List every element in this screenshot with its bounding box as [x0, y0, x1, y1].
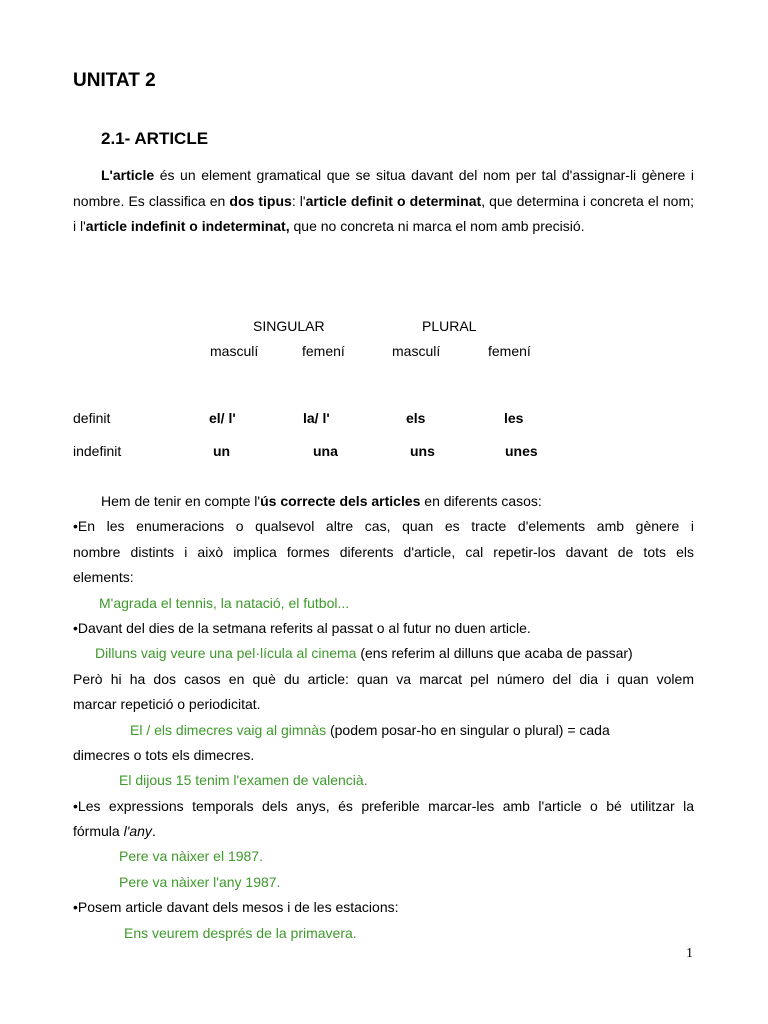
intro-term-dos-tipus: dos tipus — [229, 192, 292, 209]
table-cell: una — [313, 443, 338, 459]
page-number: 1 — [686, 946, 693, 961]
bullet-months-seasons: •Posem article davant dels mesos i de les estacions: — [73, 899, 399, 916]
bullet-years-cont: fórmula l'any. — [73, 823, 156, 840]
table-cell: el/ l' — [209, 410, 236, 426]
table-row-label: indefinit — [73, 443, 122, 459]
unit-title: UNITAT 2 — [73, 70, 156, 91]
table-cell: unes — [505, 443, 538, 459]
table-cell: la/ l' — [303, 410, 330, 426]
table-cell: uns — [410, 443, 435, 459]
intro-term-indefinit: article indefinit o indeterminat, — [85, 218, 290, 235]
usage-section — [73, 489, 694, 946]
example-sentence-with-note: El / els dimecres vaig al gimnàs (podem posar-ho en singular o plural) = cada — [130, 721, 610, 738]
weekdays-exception-cont: marcar repetició o periodicitat. — [73, 696, 261, 713]
bullet-weekdays: •Davant del dies de la setmana referits al passat o al futur no duen article. — [73, 619, 531, 636]
table-header-plural: PLURAL — [422, 318, 477, 334]
note-cont: dimecres o tots els dimecres. — [73, 746, 255, 763]
table-subheader: masculí — [392, 343, 441, 359]
section-title: 2.1- ARTICLE — [101, 129, 209, 148]
bullet-years: •Les expressions temporals dels anys, és preferible marcar-les amb l'article o bé utilitzar la — [73, 797, 694, 814]
example-sentence: M'agrada el tennis, la natació, el futbol... — [99, 594, 350, 611]
table-subheader: femení — [302, 343, 345, 359]
table-cell: un — [213, 443, 231, 459]
bullet-enumerations-cont: elements: — [73, 569, 134, 586]
example-sentence: Pere va nàixer l'any 1987. — [119, 873, 281, 890]
intro-term-definit: article definit o determinat — [305, 192, 482, 209]
table-subheader: femení — [488, 343, 531, 359]
example-sentence: El dijous 15 tenim l'examen de valencià. — [119, 772, 368, 789]
example-sentence-with-note: Dilluns vaig veure una pel·lícula al cinema (ens referim al dilluns que acaba de passar) — [95, 645, 633, 662]
weekdays-exception: Però hi ha dos casos en què du article: quan va marcat pel número del dia i quan volem — [73, 670, 694, 687]
intro-paragraph: L'article és un element gramatical que se situa davant del nom per tal d'assignar-li gènere i nombre. Es classifica en dos tipus: l'article definit o determinat, que determina i concreta el nom; i l'article indefinit o indeterminat, que no concreta ni marca el nom amb precisió. — [73, 167, 694, 235]
intro-term-article: L'article — [101, 167, 155, 183]
example-sentence: Pere va nàixer el 1987. — [119, 848, 263, 865]
table-row-label: definit — [73, 410, 111, 426]
bullet-enumerations-cont: nombre distints i això implica formes diferents d'article, cal repetir-los davant de tots els — [73, 543, 694, 560]
bullet-enumerations: •En les enumeracions o qualsevol altre cas, quan es tracte d'elements amb gènere i — [73, 518, 694, 535]
table-cell: les — [504, 410, 524, 426]
example-sentence: Ens veurem després de la primavera. — [124, 924, 357, 941]
usage-intro: Hem de tenir en compte l'ús correcte dels articles en diferents casos: — [101, 493, 542, 509]
table-cell: els — [406, 410, 426, 426]
table-subheader: masculí — [210, 343, 259, 359]
table-header-singular: SINGULAR — [253, 318, 325, 334]
